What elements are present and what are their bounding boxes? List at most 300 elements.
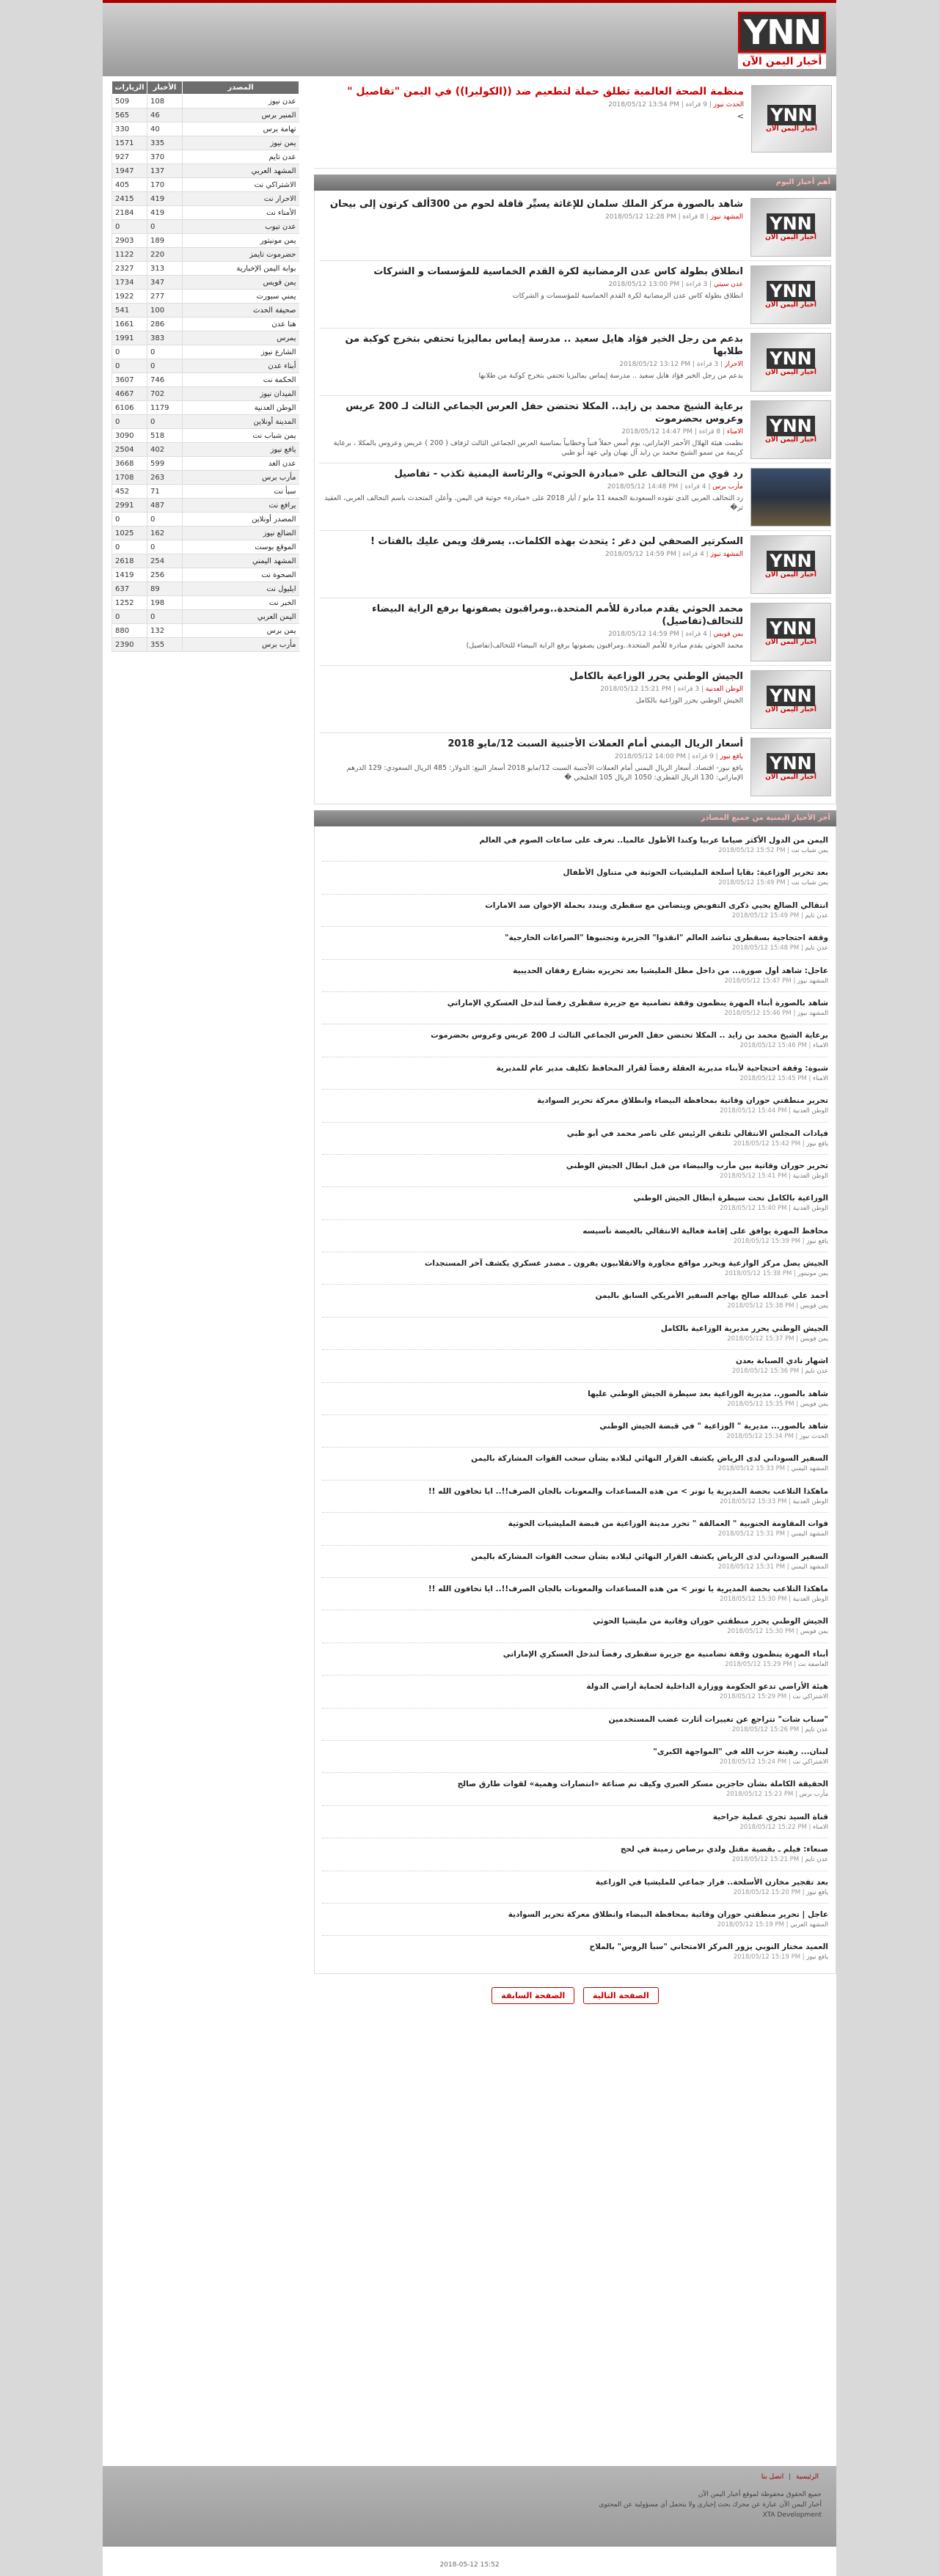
stats-news-count: 254 — [147, 554, 183, 568]
latest-source[interactable]: يمن فويس — [800, 1400, 828, 1408]
stats-news-count: 702 — [147, 387, 183, 401]
stats-row[interactable] — [112, 220, 299, 234]
latest-source[interactable]: الوطن العدنية — [792, 1107, 828, 1115]
latest-date: 2018/05/12 15:29 PM — [725, 1660, 792, 1668]
stats-row[interactable] — [112, 638, 299, 652]
latest-title[interactable]: الجيش يصل مركز الوازعية ويحرر مواقع مجاورة والانقلابيون يفرون ـ مصدر عسكري يكشف آخر المستجدات — [424, 1259, 828, 1269]
stats-row[interactable] — [112, 331, 299, 345]
latest-date: 2018/05/12 15:31 PM — [717, 1530, 786, 1538]
stats-news-count: 335 — [147, 136, 183, 150]
latest-meta: يمن مونيتور | 2018/05/12 15:38 PM — [724, 1270, 828, 1278]
news-title[interactable]: رد قوي من التحالف على «مبادرة الحوثي» والرئاسة اليمنية تكذب - تفاصيل — [394, 469, 743, 480]
featured-thumbnail[interactable] — [751, 85, 832, 153]
news-source[interactable]: عدن سيتي — [713, 281, 743, 288]
latest-title[interactable]: شاهد بالصور.. مديرية الوزاعية بعد سيطرة الجيش الوطني عليها — [588, 1389, 828, 1398]
stats-source-name[interactable]: الضالع نيوز — [183, 526, 299, 540]
stats-row[interactable] — [112, 610, 299, 624]
latest-item[interactable] — [322, 1350, 828, 1382]
news-source[interactable]: يمن فويس — [713, 631, 743, 638]
stats-source-name[interactable]: المنبر برس — [183, 109, 299, 122]
stats-source-name[interactable]: هنا عدن — [183, 318, 299, 331]
stats-news-count: 599 — [147, 457, 183, 471]
latest-title[interactable]: السفير السوداني لدى الرياض يكشف القرار النهائي لبلاده بشأن سحب القوات المشاركة باليمن — [471, 1454, 828, 1464]
news-body — [319, 468, 743, 526]
stats-visit-count: 1947 — [112, 164, 147, 178]
stats-visit-count: 541 — [112, 304, 147, 318]
news-title[interactable]: برعاية الشيخ محمد بن زايد.. المكلا تحتضن حفل العرس الجماعي الثالث لـ 200 عريس وعروس بحضرموت — [346, 401, 743, 425]
stats-row[interactable] — [112, 345, 299, 359]
stats-news-count: 132 — [147, 624, 183, 638]
latest-item[interactable] — [322, 1741, 828, 1773]
latest-source[interactable]: يمن فويس — [800, 1335, 828, 1343]
stats-row[interactable] — [112, 276, 299, 290]
sources-sidebar — [112, 81, 299, 2013]
stats-source-name[interactable]: ايليول نت — [183, 582, 299, 596]
latest-title[interactable]: بعد تفجير مخازن الأسلحة.. فرار جماعي للمليشيا في الوزاعية — [595, 1877, 828, 1887]
latest-title[interactable]: قيادات المجلس الانتقالي تلتقي الرئيس على ناصر محمد في أبو ظبي — [566, 1129, 828, 1138]
latest-item[interactable] — [322, 1415, 828, 1447]
latest-date: 2018/05/12 15:33 PM — [717, 1465, 786, 1473]
latest-item[interactable] — [322, 1057, 828, 1090]
stats-row[interactable] — [112, 485, 299, 499]
latest-date: 2018/05/12 15:38 PM — [727, 1302, 794, 1310]
featured-title[interactable]: منظمة الصحة العالمية تطلق حملة لتطعيم ضد ((الكوليرا)) في اليمن "تفاصيل " — [347, 86, 744, 98]
latest-source[interactable]: يمن مونيتور — [797, 1270, 828, 1278]
news-item[interactable] — [319, 733, 831, 801]
news-body — [319, 400, 743, 458]
latest-title[interactable]: برعاية الشيخ محمد بن زايد .. المكلا تحتضن حفل العرس الجماعي الثالث لـ 200 عريس وعروس بحضرموت — [431, 1031, 828, 1041]
latest-source[interactable]: يافع نيوز — [806, 1237, 828, 1245]
news-excerpt: بدعم من رجل الخير فؤاد هايل سعيد .. مدرسة إيماس بماليزيا تحتفي بتخرج كوكبة من طلابها — [478, 372, 743, 380]
stats-source-name[interactable]: المدينة أونلاين — [183, 415, 299, 429]
news-reads: 3 قراءة — [685, 281, 708, 288]
latest-title[interactable]: تحرير منطقتي حوران وقاتية بمحافظة البيضاء وانطلاق معركة تحرير السوادية — [536, 1096, 828, 1106]
latest-item[interactable] — [322, 1709, 828, 1741]
latest-title[interactable]: ماهكذا التلاعب بحصة المديرية يا تونر > من هذه المساعدات والمعونات بالجان الصرف!!.. ايا تخافون الله !! — [428, 1486, 828, 1496]
latest-source[interactable]: يافع نيوز — [806, 1888, 828, 1896]
footer-contact-link[interactable]: اتصل بنا — [761, 2473, 784, 2481]
stats-source-name[interactable]: المصدر أونلاين — [183, 513, 299, 526]
latest-item[interactable] — [322, 1220, 828, 1252]
latest-item[interactable] — [322, 1904, 828, 1936]
stats-source-name[interactable]: المشهد العربي — [183, 164, 299, 178]
latest-source[interactable]: العاصفة نت — [797, 1660, 828, 1668]
stats-source-name[interactable]: عدن تيوب — [183, 220, 299, 234]
stats-source-name[interactable]: سبأ نت — [183, 485, 299, 499]
latest-date: 2018/05/12 15:19 PM — [733, 1953, 801, 1962]
stats-row[interactable] — [112, 248, 299, 262]
stats-source-name[interactable]: الشارع نيوز — [183, 345, 299, 359]
stats-row[interactable] — [112, 262, 299, 276]
news-item[interactable] — [319, 329, 831, 396]
latest-title[interactable]: الجيش الوطني يحرر مديرية الوزاعية بالكامل — [660, 1324, 828, 1333]
news-item[interactable] — [319, 194, 831, 261]
stats-news-count: 108 — [147, 95, 183, 109]
stats-row[interactable] — [112, 290, 299, 304]
news-thumbnail[interactable] — [750, 535, 831, 594]
latest-item[interactable] — [322, 1806, 828, 1838]
stats-header-visits: الزيارات — [112, 81, 147, 95]
latest-item[interactable] — [322, 1838, 828, 1871]
latest-title[interactable]: شاهد بالصورة أبناء المهرة ينظمون وقفة تضامنية مع جزيرة سقطرى رفضاً لتدخل العسكري الإماراتي — [447, 998, 828, 1008]
stats-row[interactable] — [112, 122, 299, 136]
stats-source-name[interactable]: يمن نيوز — [183, 136, 299, 150]
stats-source-name[interactable]: الخبر نت — [183, 596, 299, 610]
latest-source[interactable]: الوطن العدنية — [792, 1172, 828, 1180]
stats-source-name[interactable]: اليمن العربي — [183, 610, 299, 624]
stats-row[interactable] — [112, 192, 299, 206]
stats-source-name[interactable]: الميدان نيوز — [183, 387, 299, 401]
stats-source-name[interactable]: عدن نيوز — [183, 95, 299, 109]
stats-row[interactable] — [112, 415, 299, 429]
thumb-logo-sub: أخبار اليمن الآن — [765, 639, 816, 646]
stats-source-name[interactable]: الاشتراكي نت — [183, 178, 299, 192]
stats-row[interactable] — [112, 359, 299, 373]
latest-item[interactable] — [322, 1871, 828, 1904]
latest-source[interactable]: يمن شباب نت — [791, 847, 828, 854]
featured-reads: 9 قراءة — [685, 101, 707, 109]
stats-row[interactable] — [112, 234, 299, 248]
latest-title[interactable]: بعد تحرير الوزاعية: بقايا أسلحة المليشيات الحوثية في متناول الأطفال — [563, 868, 828, 878]
stats-source-name[interactable]: الاحرار نت — [183, 192, 299, 206]
latest-item[interactable] — [322, 1252, 828, 1285]
latest-title[interactable]: شبوة: وقفة احتجاجية لأبناء مديرية العقلة رفضاً لقرار المحافظ تكليف مدير عام للمديرية — [496, 1063, 828, 1073]
stats-source-name[interactable]: بوابة اليمن الإخبارية — [183, 262, 299, 276]
stats-row[interactable] — [112, 499, 299, 513]
latest-source[interactable]: عدن تايم — [805, 1725, 828, 1733]
thumb-logo-mark: YNN — [767, 753, 815, 774]
news-thumbnail[interactable] — [750, 265, 831, 324]
stats-row[interactable] — [112, 540, 299, 554]
latest-title[interactable]: "سناب شات" تتراجع عن تغييرات أثارت غضب المستخدمين — [608, 1714, 828, 1724]
latest-source[interactable]: الامناء — [813, 1074, 828, 1082]
latest-title[interactable]: قناة السيد تجري عملية جراحية — [712, 1812, 828, 1821]
latest-source[interactable]: عدن تايم — [805, 944, 828, 953]
latest-item[interactable] — [322, 862, 828, 894]
stats-row[interactable] — [112, 624, 299, 638]
stats-row[interactable] — [112, 554, 299, 568]
latest-title[interactable]: عاجل: شاهد أول صورة... من داخل مطل المليشيا بعد تحريره بشارع رفقان الحديبية — [513, 966, 828, 975]
latest-item[interactable] — [322, 1155, 828, 1187]
news-item[interactable] — [319, 463, 831, 531]
stats-source-name[interactable]: يافع نيوز — [183, 443, 299, 457]
stats-source-name[interactable]: عدن الغد — [183, 457, 299, 471]
news-title[interactable]: انطلاق بطولة كاس عدن الرمضانية لكرة القدم الخماسية للمؤسسات و الشركات — [373, 266, 743, 277]
latest-date: 2018/05/12 15:34 PM — [726, 1433, 794, 1441]
latest-title[interactable]: الوزاعية بالكامل تحت سيطرة أبطال الجيش الوطني — [633, 1194, 828, 1203]
stats-news-count: 0 — [147, 513, 183, 526]
stats-visit-count: 1025 — [112, 526, 147, 540]
stats-row[interactable] — [112, 304, 299, 318]
stats-visit-count: 6106 — [112, 401, 147, 415]
thumb-logo-sub: أخبار اليمن الآن — [765, 436, 816, 444]
latest-title[interactable]: ماهكذا التلاعب بحصة المديرية يا تونر > من هذه المساعدات والمعونات بالجان الصرف!!.. ايا تخافون الله !! — [428, 1584, 828, 1593]
latest-source[interactable]: الاشتراكي نت — [792, 1693, 828, 1701]
latest-date: 2018/05/12 15:40 PM — [720, 1205, 787, 1213]
featured-source[interactable]: الحدث نيوز — [713, 101, 744, 109]
news-thumbnail[interactable] — [750, 670, 831, 729]
latest-item[interactable] — [322, 1578, 828, 1610]
latest-source[interactable]: المشهد نيوز — [797, 1009, 828, 1017]
stats-source-name[interactable]: يرافع نت — [183, 499, 299, 513]
stats-source-name[interactable]: يمني سبورت — [183, 290, 299, 304]
latest-source[interactable]: يمن شباب نت — [791, 879, 828, 887]
latest-title[interactable]: وقفة احتجاجية بسقطرى تناشد العالم "انقذوا" الجزيرة وتجنبوها "الصراعات الخارجية" — [504, 933, 828, 943]
news-source[interactable]: المشهد نيوز — [710, 213, 743, 221]
news-source[interactable]: الامناء — [726, 428, 743, 436]
latest-item[interactable] — [322, 1513, 828, 1545]
stats-source-name[interactable]: يمن برس — [183, 624, 299, 638]
stats-row[interactable] — [112, 457, 299, 471]
latest-item[interactable] — [322, 1546, 828, 1578]
latest-title[interactable]: الحقيقة الكاملة بشأن حاجزين مسكر العبري وكيف تم صناعة «انتصارات وهمية» لقوات طارق صالح — [457, 1780, 828, 1789]
latest-meta: مأرب برس | 2018/05/12 15:23 PM — [726, 1791, 828, 1799]
latest-date: 2018/05/12 15:49 PM — [731, 911, 800, 920]
latest-source[interactable]: يافع نيوز — [806, 1953, 828, 1962]
latest-title[interactable]: اشهار نادي الصبابة بعدن — [735, 1357, 828, 1366]
latest-title[interactable]: عاجل | تحرير منطقتي حوران وقاتية بمحافظة البيضاء وانطلاق معركة تحرير السوادية — [508, 1909, 828, 1919]
latest-title[interactable]: هيئة الأراضي تدعو الحكومة ووزارة الداخلية لحماية أراضي الدولة — [586, 1682, 828, 1692]
stats-source-name[interactable]: حضرموت تايمز — [183, 248, 299, 262]
next-page-button[interactable]: الصفحة التالية — [583, 1987, 659, 2004]
news-thumbnail[interactable] — [750, 198, 831, 257]
latest-source[interactable]: الوطن العدنية — [792, 1497, 828, 1505]
latest-source[interactable]: الوطن العدنية — [792, 1595, 828, 1603]
stats-header-news: الأخبار — [147, 81, 183, 95]
stats-row[interactable] — [112, 164, 299, 178]
stats-row[interactable] — [112, 136, 299, 150]
featured-article[interactable] — [314, 81, 836, 169]
latest-item[interactable] — [322, 960, 828, 992]
site-logo[interactable] — [738, 12, 826, 69]
latest-meta: المشهد نيوز | 2018/05/12 15:46 PM — [724, 1009, 828, 1017]
stats-source-name[interactable]: مأرب برس — [183, 638, 299, 652]
stats-row[interactable] — [112, 206, 299, 220]
latest-date: 2018/05/12 15:23 PM — [726, 1791, 794, 1799]
stats-row[interactable] — [112, 109, 299, 122]
latest-source[interactable]: يمن فويس — [800, 1302, 828, 1310]
latest-meta: يمن فويس | 2018/05/12 15:37 PM — [727, 1335, 828, 1343]
latest-source[interactable]: المشهد اليمني — [791, 1465, 828, 1473]
stats-row[interactable] — [112, 526, 299, 540]
stats-visit-count: 2618 — [112, 554, 147, 568]
latest-item[interactable] — [322, 1773, 828, 1805]
news-title[interactable]: أسعار الريال اليمني أمام العملات الأجنبية السبت 12/مايو 2018 — [447, 738, 743, 749]
latest-title[interactable]: انتقالي الضالع يحيي ذكرى التفويض ويتضامن مع سقطرى ويندد بحملة الإخوان ضد الامارات — [485, 900, 828, 910]
stats-source-name[interactable]: يمن فويس — [183, 276, 299, 290]
stats-source-name[interactable]: الأمناء نت — [183, 206, 299, 220]
news-item[interactable] — [319, 396, 831, 463]
news-source[interactable]: المشهد نيوز — [710, 551, 743, 558]
stats-row[interactable] — [112, 95, 299, 109]
stats-news-count: 746 — [147, 373, 183, 387]
latest-source[interactable]: الامناء — [813, 1042, 828, 1050]
news-item[interactable] — [319, 666, 831, 733]
latest-item[interactable] — [322, 1643, 828, 1676]
latest-title[interactable]: العميد مختار النوبي يزور المركز الامتحاني "سبأ الروس" بالملاح — [589, 1942, 828, 1952]
latest-source[interactable]: يمن فويس — [800, 1628, 828, 1636]
stats-header-row — [112, 81, 299, 95]
latest-date: 2018/05/12 15:30 PM — [727, 1628, 794, 1636]
latest-meta: يمن فويس | 2018/05/12 15:38 PM — [727, 1302, 828, 1310]
latest-item[interactable] — [322, 1318, 828, 1350]
logo-mark: YNN — [738, 12, 826, 53]
stats-row[interactable] — [112, 568, 299, 582]
latest-source[interactable]: المشهد نيوز — [797, 977, 828, 985]
stats-source-name[interactable]: مأرب برس — [183, 471, 299, 485]
latest-title[interactable]: لبنان... رهينة حزب الله في "المواجهة الكبرى" — [653, 1747, 828, 1756]
stats-source-name[interactable]: يمن مونيتور — [183, 234, 299, 248]
news-thumbnail[interactable] — [750, 603, 831, 661]
stats-source-name[interactable]: يمن شباب نت — [183, 429, 299, 443]
stats-visit-count: 4667 — [112, 387, 147, 401]
latest-item[interactable] — [322, 1090, 828, 1122]
stats-news-count: 355 — [147, 638, 183, 652]
latest-meta: الوطن العدنية | 2018/05/12 15:44 PM — [720, 1107, 828, 1115]
stats-row[interactable] — [112, 429, 299, 443]
news-item[interactable] — [319, 261, 831, 329]
latest-source[interactable]: الاشتراكي نت — [792, 1758, 828, 1766]
stats-news-count: 487 — [147, 499, 183, 513]
stats-row[interactable] — [112, 513, 299, 526]
news-item[interactable] — [319, 598, 831, 666]
latest-source[interactable]: عدن تايم — [805, 911, 828, 920]
stats-source-name[interactable]: الحكمة نت — [183, 373, 299, 387]
latest-date: 2018/05/12 15:42 PM — [733, 1140, 801, 1148]
stats-row[interactable] — [112, 387, 299, 401]
stats-news-count: 347 — [147, 276, 183, 290]
latest-item[interactable] — [322, 895, 828, 927]
stats-row[interactable] — [112, 150, 299, 164]
latest-title[interactable]: صنعاء: فيلم ـ بقضية مقتل ولدي برصاص زمينة في لحج — [620, 1845, 828, 1854]
latest-item[interactable] — [322, 829, 828, 862]
latest-source[interactable]: مأرب برس — [799, 1791, 828, 1799]
stats-source-name[interactable]: يمرس — [183, 331, 299, 345]
latest-item[interactable] — [322, 1676, 828, 1708]
thumb-logo-sub: أخبار اليمن الآن — [765, 571, 816, 579]
news-thumbnail[interactable] — [750, 468, 831, 526]
latest-title[interactable]: السفير السوداني لدى الرياض يكشف القرار النهائي لبلاده بشأن سحب القوات المشاركة باليمن — [471, 1552, 828, 1561]
news-title[interactable]: محمد الحوثي يقدم مبادرة للأمم المتحدة..ومراقبون يصفونها برفع الراية البيضاء للتحالف(تفاصيل) — [372, 603, 743, 627]
news-thumbnail[interactable] — [750, 738, 831, 796]
stats-source-name[interactable]: الوطن العدنية — [183, 401, 299, 415]
news-thumbnail[interactable] — [750, 400, 831, 459]
stats-source-name[interactable]: أبناء عدن — [183, 359, 299, 373]
news-thumbnail[interactable] — [750, 333, 831, 392]
thumb-logo-sub: أخبار اليمن الآن — [766, 125, 817, 133]
stats-news-count: 286 — [147, 318, 183, 331]
latest-source[interactable]: يافع نيوز — [806, 1140, 828, 1148]
stats-row[interactable] — [112, 373, 299, 387]
latest-source[interactable]: الامناء — [813, 1823, 828, 1831]
latest-meta: الوطن العدنية | 2018/05/12 15:33 PM — [720, 1497, 828, 1505]
stats-visit-count: 1922 — [112, 290, 147, 304]
latest-title[interactable]: أبناء المهرة ينظمون وقفة تضامنية مع جزيرة سقطرى رفضاً لتدخل العسكري الإماراتي — [503, 1649, 828, 1659]
latest-item[interactable] — [322, 1285, 828, 1317]
thumb-logo-mark: YNN — [767, 213, 815, 234]
news-source[interactable]: يافع نيوز — [720, 753, 743, 760]
latest-item[interactable] — [322, 1024, 828, 1057]
latest-date: 2018/05/12 15:52 PM — [718, 847, 786, 854]
stats-row[interactable] — [112, 318, 299, 331]
news-source[interactable]: الاحرار — [724, 361, 743, 368]
thumb-logo-mark: YNN — [767, 348, 815, 369]
latest-source[interactable]: الوطن العدنية — [792, 1205, 828, 1213]
latest-title[interactable]: أحمد علي عبدالله صالح يهاجم السفير الأمريكي السابق باليمن — [595, 1291, 828, 1301]
stats-source-name[interactable]: المشهد اليمني — [183, 554, 299, 568]
latest-item[interactable] — [322, 1610, 828, 1643]
latest-item[interactable] — [322, 1123, 828, 1155]
news-date: 2018/05/12 14:59 PM — [604, 551, 676, 558]
news-title[interactable]: الجيش الوطني يحرر الوزاعية بالكامل — [569, 671, 743, 682]
news-title[interactable]: بدعم من رجل الخير فؤاد هايل سعيد .. مدرسة إيماس بماليزيا تحتفي بتخرج كوكبة من طلابها — [345, 334, 743, 357]
latest-title[interactable]: تحرير حوران وقاتية بين مأرب والبيضاء من قبل ابطال الجيش الوطني — [566, 1161, 828, 1170]
latest-source[interactable]: المشهد العربي — [790, 1920, 828, 1929]
stats-row[interactable] — [112, 443, 299, 457]
stats-source-name[interactable]: الموقع بوست — [183, 540, 299, 554]
latest-item[interactable] — [322, 1480, 828, 1513]
latest-item[interactable] — [322, 1447, 828, 1480]
latest-title[interactable]: اليمن من الدول الأكثر صياما عربيا وكندا الأطول عالميا.. تعرف على ساعات الصوم في العالم — [479, 836, 828, 845]
latest-title[interactable]: محافظ المهرة يوافق على إقامة فعالية الانتقالي بالغيضة تأسيسه — [582, 1226, 828, 1236]
news-source[interactable]: الوطن العدنية — [705, 686, 743, 693]
news-body — [319, 670, 743, 728]
stats-source-name[interactable]: الصحوة نت — [183, 568, 299, 582]
latest-source[interactable]: المشهد اليمني — [791, 1563, 828, 1571]
latest-meta: المشهد اليمني | 2018/05/12 15:33 PM — [717, 1465, 828, 1473]
latest-source[interactable]: المشهد اليمني — [791, 1530, 828, 1538]
latest-title[interactable]: الجيش الوطني يحرر منطقتي حوران وقاتية من مليشيا الحوثي — [593, 1617, 828, 1626]
thumb-logo-sub: أخبار اليمن الآن — [765, 301, 816, 309]
news-body — [319, 265, 743, 323]
news-date: 2018/05/12 14:59 PM — [608, 631, 679, 638]
stats-row[interactable] — [112, 178, 299, 192]
stats-source-name[interactable]: تهامة برس — [183, 122, 299, 136]
section-bar-today — [314, 175, 836, 191]
news-source[interactable]: مأرب برس — [712, 483, 743, 491]
footer-home-link[interactable]: الرئيسية — [796, 2473, 819, 2481]
today-news-list — [314, 191, 836, 804]
latest-date: 2018/05/12 15:46 PM — [739, 1042, 807, 1050]
latest-title[interactable]: قوات المقاومة الجنوبية " العمالقة " تحرر مدينة الوزاعية من قبضة المليشيات الحوثية — [508, 1519, 828, 1529]
latest-source[interactable]: عدن تايم — [805, 1368, 828, 1376]
stats-row[interactable] — [112, 582, 299, 596]
latest-meta: المشهد اليمني | 2018/05/12 15:31 PM — [717, 1530, 828, 1538]
latest-source[interactable]: الحدث نيوز — [799, 1433, 828, 1441]
news-title[interactable]: السكرتير الصحفي لبن دغر : يتحدث بهذه الكلمات.. يسرقك ويمن عليك بالفتات ! — [370, 536, 743, 547]
stats-row[interactable] — [112, 401, 299, 415]
latest-item[interactable] — [322, 1936, 828, 1968]
stats-row[interactable] — [112, 596, 299, 610]
latest-item[interactable] — [322, 1187, 828, 1219]
latest-meta: عدن تايم | 2018/05/12 15:21 PM — [731, 1856, 828, 1864]
latest-source[interactable]: عدن تايم — [805, 1856, 828, 1864]
stats-news-count: 170 — [147, 178, 183, 192]
latest-meta: يمن شباب نت | 2018/05/12 15:49 PM — [718, 879, 828, 887]
news-body — [319, 535, 743, 593]
latest-item[interactable] — [322, 1383, 828, 1415]
news-reads: 8 قراءة — [682, 213, 704, 221]
news-item[interactable] — [319, 531, 831, 598]
latest-item[interactable] — [322, 927, 828, 959]
latest-item[interactable] — [322, 992, 828, 1024]
prev-page-button[interactable]: الصفحة السابقة — [492, 1987, 574, 2004]
news-title[interactable]: شاهد بالصورة مركز الملك سلمان للإغاثة يسيِّر قافلة لحوم من 300ألف كرتون إلى بيحان — [329, 199, 743, 210]
latest-title[interactable]: شاهد بالصور... مديرية " الوزاعية " في قبضة الجيش الوطني — [599, 1422, 828, 1431]
stats-source-name[interactable]: صحيفة الحدث — [183, 304, 299, 318]
stats-source-name[interactable]: عدن تايم — [183, 150, 299, 164]
stats-row[interactable] — [112, 471, 299, 485]
